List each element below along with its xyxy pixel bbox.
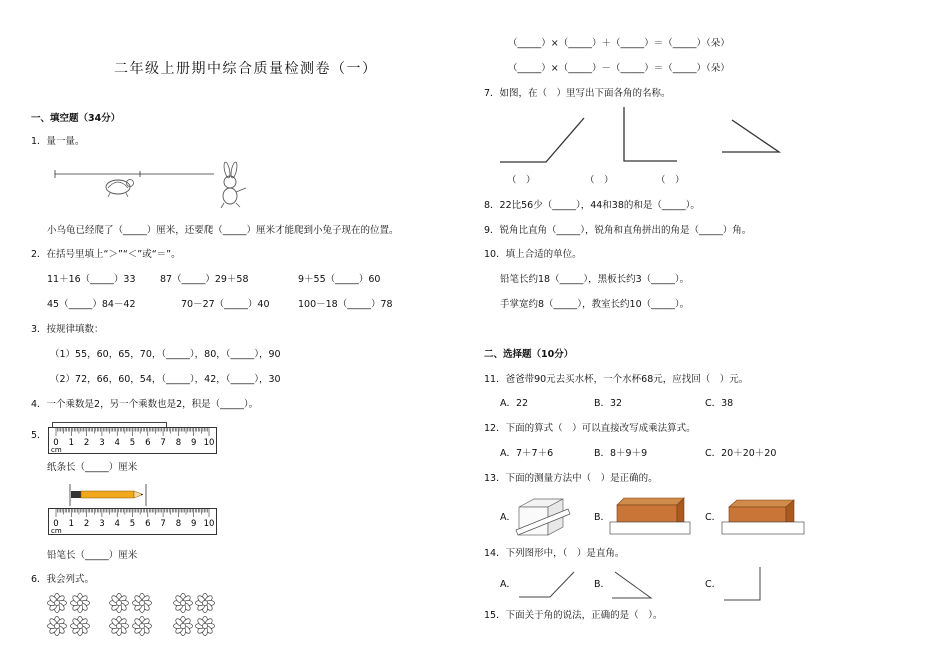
- ruler-tick-label: 9: [190, 519, 197, 529]
- ruler-tick-label: 5: [129, 519, 136, 529]
- ruler-tick-label: 9: [190, 438, 197, 448]
- question-12-option-a: A．7＋7＋6: [500, 448, 554, 459]
- section-choice-heading: 二、选择题（10分）: [484, 349, 574, 360]
- question-2-stem: 2．在括号里填上“＞”“＜”或“＝”。: [31, 249, 181, 260]
- question-14-option-b: B．: [594, 579, 611, 590]
- section-fill-in-heading: 一、填空题（34分）: [31, 113, 121, 124]
- question-13-option-c: C．: [705, 512, 722, 523]
- question-11-option-c: C．38: [705, 398, 734, 409]
- ruler-tick-label: 3: [99, 519, 105, 529]
- question-5-number: 5．: [31, 430, 47, 441]
- question-13-option-b: B．: [594, 512, 611, 523]
- question-13-option-a: A．: [500, 512, 516, 523]
- angle-name-blank: （ ）: [507, 175, 536, 186]
- question-10-row-1: 铅笔长约18（_____），黑板长约3（_____）。: [500, 274, 690, 285]
- ruler-tick-label: 7: [160, 519, 166, 529]
- question-14-option-a: A．: [500, 579, 516, 590]
- question-3-row-2: （2）72，66，60，54，（_____），42，（_____），30: [50, 374, 281, 385]
- question-4: 4．一个乘数是2，另一个乘数也是2，积是（_____）。: [31, 399, 259, 410]
- question-2-item: 100－18（_____）78: [298, 299, 393, 310]
- question-12-option-c: C．20＋20＋20: [705, 448, 777, 459]
- question-11-stem: 11．爸爸带90元去买水杯，一个水杯68元，应找回（ ）元。: [484, 374, 749, 385]
- pencil-answer: 铅笔长（_____）厘米: [47, 550, 138, 561]
- ruler-tick-label: 0: [53, 519, 59, 529]
- question-2-item: 87（_____）29＋58: [160, 274, 249, 285]
- page-title: 二年级上册期中综合质量检测卷（一）: [114, 61, 378, 77]
- ruler-tick-label: 1: [68, 519, 75, 529]
- ruler-tick-label: 7: [160, 438, 166, 448]
- angle-name-blank: （ ）: [585, 175, 614, 186]
- paper-strip-answer: 纸条长（_____）厘米: [47, 462, 138, 473]
- ruler-tick-label: 4: [114, 438, 120, 448]
- ruler-tick-label: 2: [83, 519, 90, 529]
- ruler-tick-label: 8: [175, 519, 182, 529]
- question-12-option-b: B．8＋9＋9: [594, 448, 648, 459]
- question-2-item: 9＋55（_____）60: [298, 274, 381, 285]
- question-14-stem: 14．下列图形中，（ ）是直角。: [484, 548, 625, 559]
- question-10-stem: 10．填上合适的单位。: [484, 249, 582, 260]
- question-10-row-2: 手掌宽约8（_____），教室长约10（_____）。: [500, 299, 690, 310]
- ruler-unit-label: cm: [51, 446, 62, 454]
- ruler-tick-label: 3: [99, 438, 105, 448]
- angle-name-blank: （ ）: [656, 175, 685, 186]
- question-2-item: 45（_____）84－42: [47, 299, 136, 310]
- ruler-tick-label: 1: [68, 438, 75, 448]
- question-3-row-1: （1）55，60，65，70，（_____），80，（_____），90: [50, 349, 281, 360]
- ruler-tick-label: 5: [129, 438, 136, 448]
- ruler-tick-label: 6: [145, 519, 151, 529]
- equation-row-2: （_____）×（_____）－（_____）＝（_____）（朵）: [508, 63, 730, 74]
- question-11-option-b: B．32: [594, 398, 623, 409]
- ruler-tick-label: 8: [175, 438, 182, 448]
- ruler-unit-label: cm: [51, 527, 62, 535]
- question-1-stem: 1．量一量。: [31, 136, 85, 147]
- ruler-tick-label: 0: [53, 438, 59, 448]
- question-8: 8．22比56少（_____），44和38的和是（_____）。: [484, 200, 700, 211]
- equation-row-1: （_____）×（_____）＋（_____）＝（_____）（朵）: [508, 38, 730, 49]
- ruler-tick-label: 6: [145, 438, 151, 448]
- question-9: 9．锐角比直角（_____），锐角和直角拼出的角是（_____）角。: [484, 225, 752, 236]
- ruler-tick-label: 4: [114, 519, 120, 529]
- question-7-stem: 7．如图，在（ ）里写出下面各角的名称。: [484, 88, 671, 99]
- question-13-stem: 13．下面的测量方法中（ ）是正确的。: [484, 473, 658, 484]
- question-14-option-c: C．: [705, 579, 722, 590]
- question-15-stem: 15．下面关于角的说法，正确的是（ ）。: [484, 610, 663, 621]
- ruler-tick-label: 2: [83, 438, 90, 448]
- question-1-text: 小乌龟已经爬了（_____）厘米，还要爬（_____）厘米才能爬到小兔子现在的位置。: [47, 225, 399, 236]
- ruler-tick-label: 10: [203, 519, 215, 529]
- question-6-stem: 6．我会列式。: [31, 574, 95, 585]
- question-2-item: 70－27（_____）40: [181, 299, 270, 310]
- question-3-stem: 3．按规律填数：: [31, 324, 104, 335]
- question-11-option-a: A．22: [500, 398, 529, 409]
- question-2-item: 11＋16（_____）33: [47, 274, 136, 285]
- question-12-stem: 12．下面的算式（ ）可以直接改写成乘法算式。: [484, 423, 696, 434]
- ruler-tick-label: 10: [203, 438, 215, 448]
